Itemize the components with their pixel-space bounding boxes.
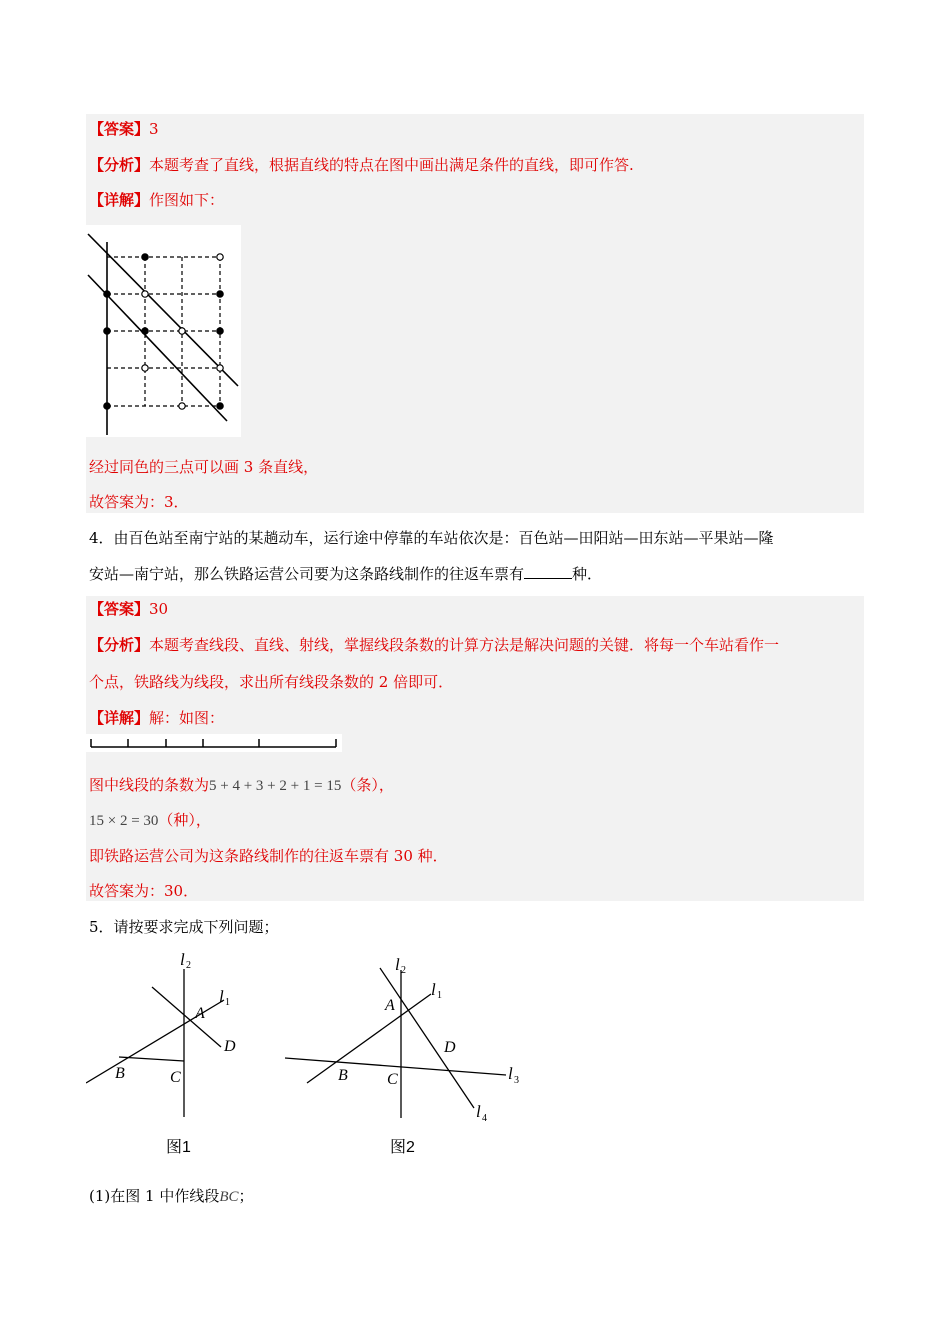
analysis-tag: 【分析】 [89,156,150,174]
svg-text:l: l [180,950,185,969]
answer-blank [524,564,572,579]
q5-part1: (1)在图 1 中作线段BC； [89,1187,254,1205]
q4-detail [89,708,224,728]
answer-value: 3 [149,120,159,138]
figure-2-caption: 图2 [390,1139,415,1156]
svg-text:2: 2 [401,965,406,976]
q4-answer [89,599,168,619]
math-expression: BC [219,1189,239,1205]
q4-stem-line1: 4．由百色站至南宁站的某趟动车，运行途中停靠的车站依次是：百色站—田阳站—田东站—平果站—隆 [89,529,774,547]
svg-text:A: A [385,997,395,1014]
q4-calc2: 15 × 2 = 30（种）， [89,811,211,829]
svg-text:B: B [115,1065,125,1082]
svg-text:D: D [224,1038,236,1055]
svg-text:4: 4 [482,1113,487,1124]
svg-text:D: D [444,1039,456,1056]
analysis-text: 本题考查了直线，根据直线的特点在图中画出满足条件的直线，即可作答. [149,156,634,174]
q4-conclusion: 即铁路运营公司为这条路线制作的往返车票有 30 种． [89,847,448,865]
analysis-tag: 【分析】 [89,636,150,654]
svg-text:l: l [476,1102,481,1121]
q4-stem-line2: 安站—南宁站，那么铁路运营公司要为这条路线制作的往返车票有 种． [89,565,603,583]
q3-conclusion: 经过同色的三点可以画 3 条直线， [89,458,319,476]
svg-text:A: A [195,1005,205,1022]
figure-1 [86,945,261,1120]
q4-analysis-line1 [89,635,779,655]
svg-text:l: l [219,987,224,1006]
q4-calc1: 图中线段的条数为5 + 4 + 3 + 2 + 1 = 15（条）， [89,776,394,794]
svg-text:1: 1 [437,990,442,1001]
math-expression: 5 + 4 + 3 + 2 + 1 = 15 [209,778,342,794]
svg-text:1: 1 [225,997,230,1008]
q5-stem: 5．请按要求完成下列问题； [89,918,279,936]
station-segment-diagram [86,734,342,752]
detail-tag: 【详解】 [89,709,150,727]
answer-tag: 【答案】 [89,600,150,618]
answer-tag: 【答案】 [89,120,150,138]
line-l1 [307,994,431,1083]
ray-AD [152,987,221,1047]
analysis-text: 本题考查线段、直线、射线，掌握线段条数的计算方法是解决问题的关键．将每一个车站看作一 [149,636,780,654]
svg-text:l: l [431,980,436,999]
detail-text: 解：如图： [149,709,225,727]
grid-figure [86,225,241,437]
q4-analysis-line2: 个点，铁路线为线段，求出所有线段条数的 2 倍即可． [89,673,454,691]
answer-value: 30 [149,600,169,618]
svg-text:3: 3 [514,1075,519,1086]
detail-tag: 【详解】 [89,191,150,209]
svg-text:C: C [387,1071,398,1088]
q3-answer [89,119,159,139]
svg-text:l: l [508,1064,513,1083]
figure-1-caption: 图1 [166,1139,191,1156]
q4-final: 故答案为：30． [89,882,199,900]
segment-BC [119,1057,184,1061]
detail-text: 作图如下： [149,191,225,209]
figure-2 [284,950,534,1130]
math-expression: 15 × 2 = 30 [89,813,159,829]
q3-final: 故答案为：3． [89,493,189,511]
svg-text:2: 2 [186,960,191,971]
q3-detail [89,190,224,210]
q3-analysis [89,155,634,175]
svg-text:B: B [338,1067,348,1084]
svg-text:l: l [395,955,400,974]
svg-text:C: C [170,1069,181,1086]
